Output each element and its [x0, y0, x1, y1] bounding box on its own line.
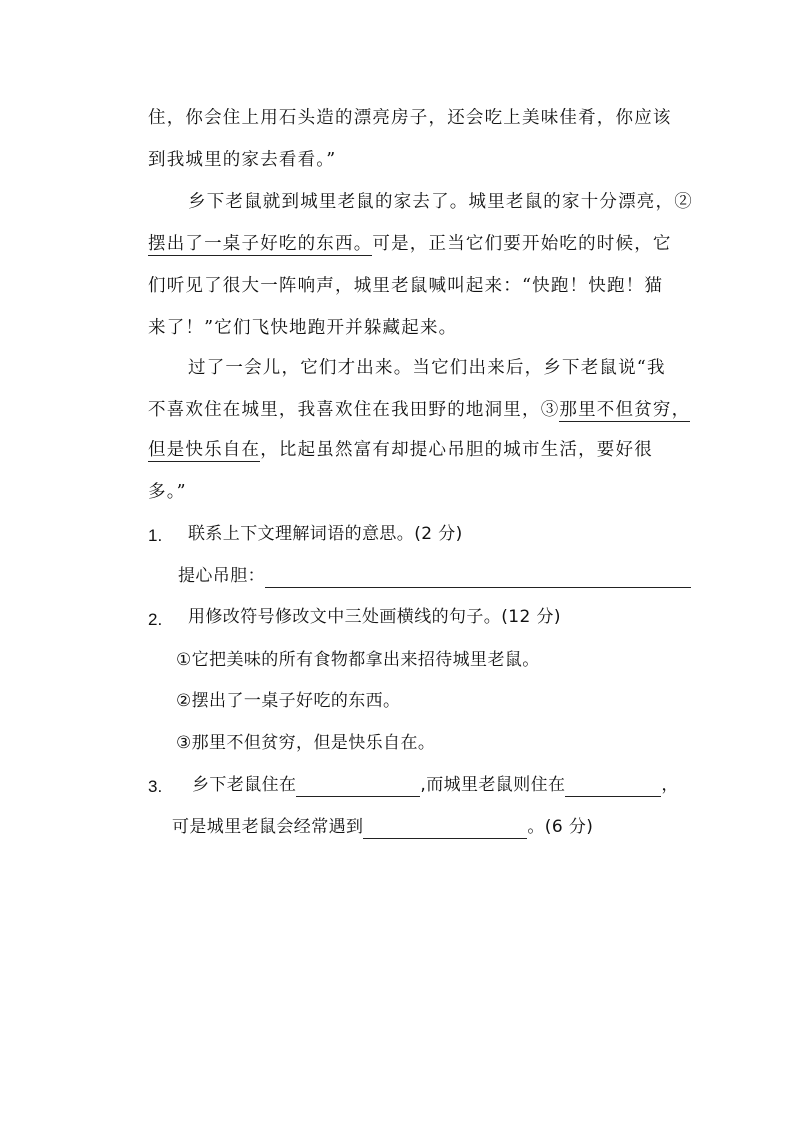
passage-line-10: 多。”: [148, 482, 187, 502]
passage-line-6: 来了！”它们飞快地跑开并躲藏起来。: [148, 318, 458, 338]
passage-text: 不喜欢住在城里，我喜欢住在我田野的地洞里，③: [148, 400, 560, 420]
question-3-number: 3.: [148, 777, 163, 796]
passage-text: ，比起虽然富有却提心吊胆的城市生活，要好很: [260, 440, 653, 460]
question-3-blank-1[interactable]: [296, 778, 420, 797]
passage-text: 乡下老鼠就到城里老鼠的家去了。城里老鼠的家十分漂亮，②: [188, 192, 693, 212]
passage-line-5: 们听见了很大一阵响声，城里老鼠喊叫起来：“快跑！快跑！猫: [148, 276, 664, 296]
passage-line-3: [188, 190, 693, 214]
question-3-text: 乡下老鼠住在: [192, 775, 297, 795]
question-2-item-2: ②摆出了一桌子好吃的东西。: [176, 691, 401, 711]
question-3-line-2: [172, 815, 593, 839]
question-2-item-3: ③那里不但贫穷，但是快乐自在。: [176, 733, 436, 753]
question-1-text: 联系上下文理解词语的意思。(2 分): [188, 524, 463, 544]
question-3-text: 。(6 分): [527, 817, 594, 837]
passage-line-2: 到我城里的家去看看。”: [148, 150, 337, 170]
question-1-answer-blank[interactable]: [265, 569, 691, 588]
underlined-sentence-3b: 但是快乐自在: [148, 440, 261, 460]
question-3-text: 可是城里老鼠会经常遇到: [172, 817, 364, 837]
question-1-label: 提心吊胆：: [178, 566, 265, 586]
question-3-line-1: [192, 773, 679, 797]
question-2-number: 2.: [148, 610, 163, 629]
question-1-answer-row: [178, 564, 691, 588]
passage-line-1: 住，你会住上用石头造的漂亮房子，还会吃上美味佳肴，你应该: [148, 108, 672, 128]
passage-line-8: [148, 398, 690, 422]
question-3-blank-3[interactable]: [363, 820, 527, 839]
question-3-text: ,而城里老鼠则住在: [420, 775, 566, 795]
passage-line-4: [148, 232, 672, 256]
passage-text: 可是，正当它们要开始吃的时候，它: [372, 234, 672, 254]
question-2-text: 用修改符号修改文中三处画横线的句子。(12 分): [188, 607, 561, 627]
question-3-blank-2[interactable]: [565, 778, 661, 797]
passage-line-7: 过了一会儿，它们才出来。当它们出来后，乡下老鼠说“我: [188, 358, 666, 378]
question-3-text: ，: [661, 775, 679, 795]
question-2-item-1: ①它把美味的所有食物都拿出来招待城里老鼠。: [176, 650, 540, 670]
question-1-number: 1.: [148, 526, 163, 545]
passage-line-9: [148, 438, 653, 462]
underlined-sentence-3a: 那里不但贫穷，: [559, 400, 691, 420]
underlined-sentence-2: 摆出了一桌子好吃的东西。: [148, 234, 373, 254]
